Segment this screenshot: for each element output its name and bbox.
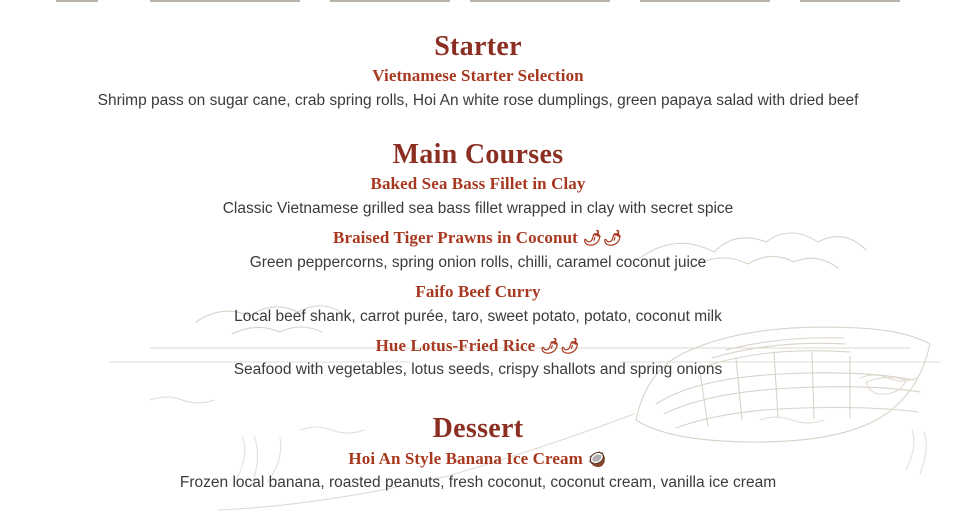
menu-item — [0, 334, 956, 383]
dish-name: Vietnamese Starter Selection — [372, 66, 584, 86]
menu-section-main-courses — [0, 140, 956, 382]
menu-item — [0, 280, 956, 329]
dish-description: Local beef shank, carrot purée, taro, sweet potato, potato, coconut milk — [234, 307, 722, 325]
dish-description: Frozen local banana, roasted peanuts, fresh coconut, coconut cream, vanilla ice cream — [179, 474, 777, 492]
dish-name: Baked Sea Bass Fillet in Clay — [370, 174, 586, 194]
dish-name-line — [0, 334, 956, 359]
section-title-starter: Starter — [434, 31, 522, 62]
dish-name-line — [0, 172, 956, 197]
dish-description: Shrimp pass on sugar cane, crab spring rolls, Hoi An white rose dumplings, green papaya salad with dried beef — [97, 92, 859, 110]
dish-description: Classic Vietnamese grilled sea bass fillet wrapped in clay with secret spice — [222, 200, 734, 218]
section-title-dessert: Dessert — [432, 413, 524, 445]
menu-item — [0, 226, 956, 275]
dish-name-line — [0, 447, 956, 472]
menu-item — [0, 64, 956, 113]
menu-section-dessert — [0, 414, 956, 495]
dish-description: Green peppercorns, spring onion rolls, chilli, caramel coconut juice — [249, 253, 707, 271]
section-title-main-courses: Main Courses — [392, 139, 564, 171]
chilli-icon: 🌶🌶 — [540, 338, 581, 355]
dish-name: Faifo Beef Curry — [415, 281, 541, 301]
chilli-icon: 🌶🌶 — [582, 231, 623, 248]
coconut-icon: 🥥 — [587, 451, 608, 468]
dish-name-line — [0, 226, 956, 251]
menu-section-starter — [0, 32, 956, 113]
dish-name: Hue Lotus-Fried Rice — [375, 335, 536, 355]
menu-item — [0, 172, 956, 221]
dish-name: Hoi An Style Banana Ice Cream — [348, 448, 583, 468]
dish-description: Seafood with vegetables, lotus seeds, crispy shallots and spring onions — [233, 361, 723, 379]
menu-item — [0, 447, 956, 496]
dish-name-line — [0, 280, 956, 305]
dish-name: Braised Tiger Prawns in Coconut — [333, 228, 578, 248]
